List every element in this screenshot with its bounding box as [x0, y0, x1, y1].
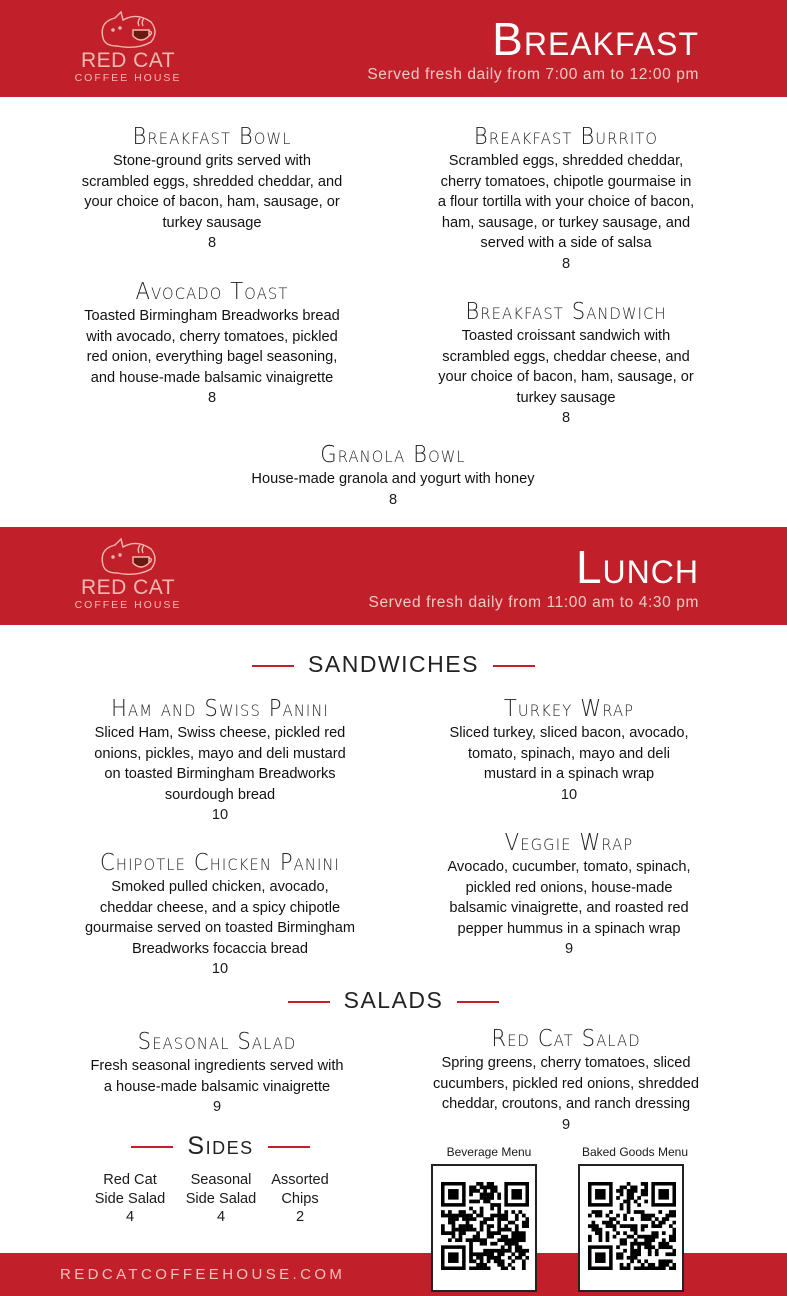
item-description: Toasted Birmingham Breadworks bread with avocado, cherry tomatoes, pickled red onion, everything bagel seasoning, and house-made balsamic vinaigrette	[84, 308, 340, 386]
item-name: Granola Bowl	[320, 442, 466, 468]
item-price: 9	[561, 1116, 571, 1133]
menu-item	[47, 278, 377, 409]
side-price: 2	[295, 1209, 305, 1225]
salads-heading: SALADS	[0, 987, 787, 1014]
item-price: 8	[561, 255, 571, 272]
logo	[72, 8, 184, 84]
brand-name: RED CAT	[80, 49, 176, 72]
item-price: 9	[212, 1099, 222, 1116]
item-name: Seasonal Salad	[137, 1029, 297, 1055]
item-name: Breakfast Burrito	[473, 124, 659, 150]
brand-sub: COFFEE HOUSE	[74, 72, 182, 84]
item-name: Breakfast Bowl	[132, 124, 292, 150]
lunch-hours: Served fresh daily from 11:00 am to 4:30 pm	[368, 594, 699, 611]
lunch-title: Lunch	[575, 541, 699, 593]
side-name: Seasonal Side Salad	[185, 1172, 257, 1207]
item-description: Scrambled eggs, shredded cheddar, cherry tomatoes, chipotle gourmaise in a flour tortilla with your choice of bacon, ham, sausage, or turkey sausage, and served with a side of salsa	[437, 153, 695, 252]
item-name: Chipotle Chicken Panini	[100, 850, 340, 876]
item-description: Spring greens, cherry tomatoes, sliced cucumbers, pickled red onions, shredded cheddar, croutons, and ranch dressing	[432, 1055, 700, 1113]
logo	[72, 535, 184, 611]
item-price: 8	[207, 235, 217, 252]
item-name: Ham and Swiss Panini	[111, 696, 329, 722]
side-item	[90, 1171, 170, 1227]
brand-sub: COFFEE HOUSE	[74, 599, 182, 611]
item-name: Breakfast Sandwich	[465, 299, 667, 325]
menu-item	[55, 849, 385, 980]
item-price: 10	[211, 961, 229, 978]
side-name: Assorted Chips	[271, 1172, 329, 1207]
item-description: Avocado, cucumber, tomato, spinach, pickled red onions, house-made balsamic vinaigrette, and roasted red pepper hummus in a spinach wrap	[447, 859, 691, 937]
item-description: Toasted croissant sandwich with scrambled eggs, cheddar cheese, and your choice of bacon, ham, sausage, or turkey sausage	[438, 328, 694, 406]
item-description: House-made granola and yogurt with honey	[251, 471, 535, 487]
side-price: 4	[125, 1209, 135, 1225]
sandwiches-heading: SANDWICHES	[0, 651, 787, 678]
side-price: 4	[216, 1209, 226, 1225]
side-name: Red Cat Side Salad	[94, 1172, 166, 1207]
menu-item	[55, 695, 385, 826]
item-name: Red Cat Salad	[491, 1026, 641, 1052]
side-item	[181, 1171, 261, 1227]
item-description: Stone-ground grits served with scrambled eggs, shredded cheddar, and your choice of bacon, ham, sausage, or turkey sausage	[81, 153, 343, 231]
sides-heading: Sides	[0, 1132, 614, 1161]
item-price: 10	[211, 807, 229, 824]
qr-label-baked-goods: Baked Goods Menu	[581, 1145, 689, 1159]
menu-item	[228, 441, 558, 510]
breakfast-title: Breakfast	[492, 13, 699, 65]
website-link[interactable]: REDCATCOFFEEHOUSE.COM	[60, 1266, 346, 1283]
item-description: Smoked pulled chicken, avocado, cheddar cheese, and a spicy chipotle gourmaise served on toasted Birmingham Breadworks focaccia bread	[84, 879, 356, 957]
brand-name: RED CAT	[80, 576, 176, 599]
menu-item	[401, 1025, 731, 1135]
item-price: 9	[564, 941, 574, 958]
item-price: 10	[560, 786, 578, 803]
menu-item	[47, 123, 377, 254]
breakfast-hours: Served fresh daily from 7:00 am to 12:00 pm	[367, 66, 699, 83]
menu-item	[404, 695, 734, 805]
cat-coffee-logo-icon	[93, 8, 163, 50]
cat-coffee-logo-icon	[93, 535, 163, 577]
menu-item	[401, 123, 731, 275]
item-description: Sliced turkey, sliced bacon, avocado, tomato, spinach, mayo and deli mustard in a spinach wrap	[449, 725, 689, 783]
item-name: Turkey Wrap	[503, 696, 635, 722]
qr-code-beverage[interactable]	[431, 1164, 537, 1292]
side-item	[260, 1171, 340, 1227]
item-price: 8	[207, 390, 217, 407]
item-name: Avocado Toast	[135, 279, 289, 305]
item-description: Sliced Ham, Swiss cheese, pickled red onions, pickles, mayo and deli mustard on toasted Birmingham Breadworks sourdough bread	[94, 725, 346, 803]
qr-code-baked-goods[interactable]	[578, 1164, 684, 1292]
menu-item	[404, 829, 734, 960]
menu-item	[401, 298, 731, 429]
qr-label-beverage: Beverage Menu	[446, 1145, 532, 1159]
item-name: Veggie Wrap	[504, 830, 634, 856]
item-description: Fresh seasonal ingredients served with a house-made balsamic vinaigrette	[90, 1058, 344, 1095]
item-price: 8	[388, 491, 398, 508]
item-price: 8	[561, 410, 571, 427]
menu-item	[52, 1028, 382, 1118]
